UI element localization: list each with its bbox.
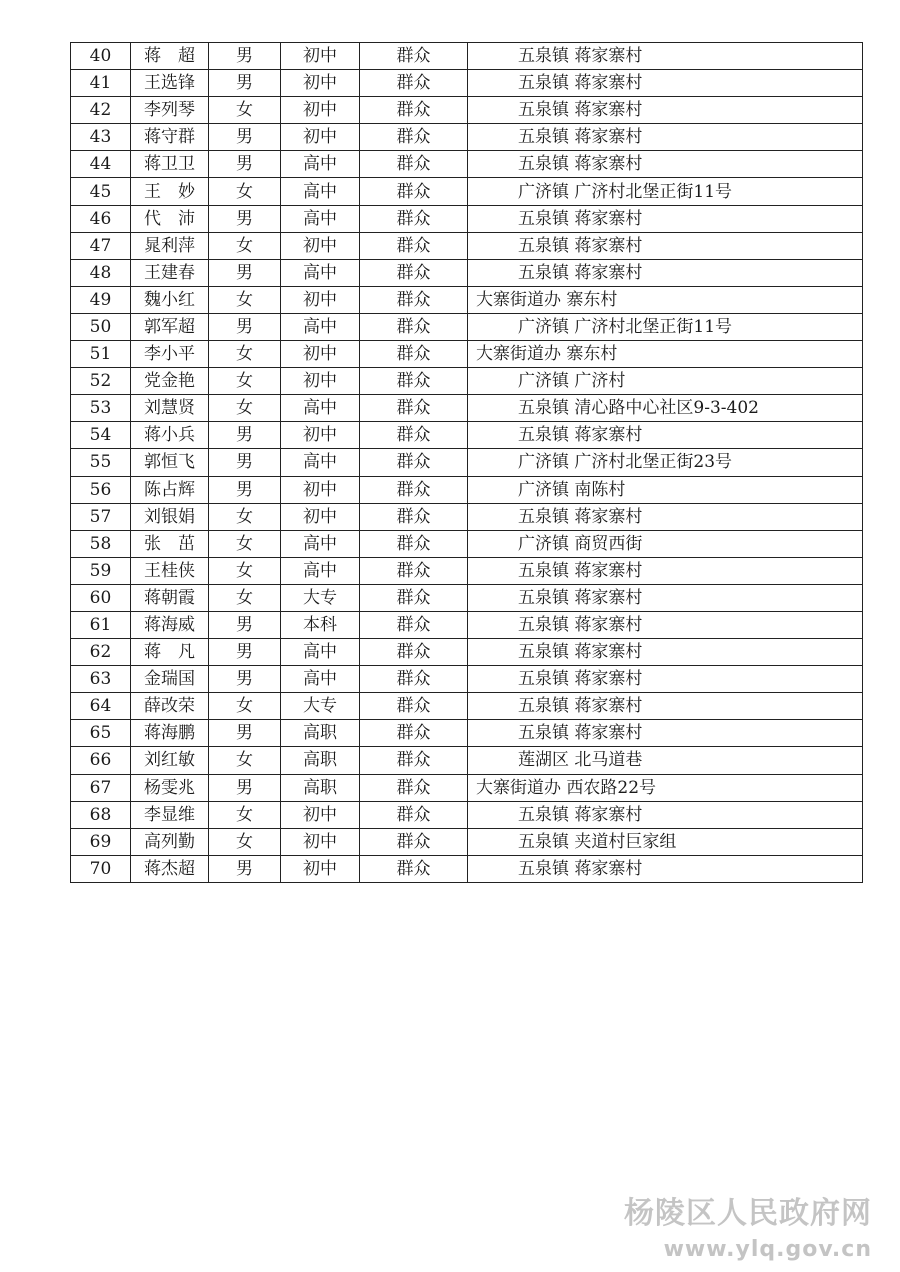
cell-political-status: 群众 bbox=[360, 341, 468, 368]
cell-address bbox=[468, 70, 863, 97]
cell-education: 高中 bbox=[281, 313, 360, 340]
cell-name: 代 沛 bbox=[131, 205, 209, 232]
cell-education: 高中 bbox=[281, 151, 360, 178]
cell-political-status: 群众 bbox=[360, 639, 468, 666]
cell-gender: 女 bbox=[209, 530, 281, 557]
cell-political-status: 群众 bbox=[360, 801, 468, 828]
table-row bbox=[71, 720, 863, 747]
cell-address bbox=[468, 313, 863, 340]
member-list-table bbox=[70, 42, 863, 883]
table-row bbox=[71, 449, 863, 476]
address-text: 五泉镇 蒋家寨村 bbox=[518, 642, 643, 663]
address-text: 广济镇 南陈村 bbox=[518, 479, 626, 500]
site-watermark bbox=[624, 1196, 872, 1264]
address-text: 五泉镇 蒋家寨村 bbox=[518, 804, 643, 825]
cell-address bbox=[468, 611, 863, 638]
cell-education: 初中 bbox=[281, 503, 360, 530]
cell-gender: 男 bbox=[209, 205, 281, 232]
cell-gender: 男 bbox=[209, 70, 281, 97]
table-row bbox=[71, 97, 863, 124]
cell-name: 蒋杰超 bbox=[131, 855, 209, 882]
address-text: 五泉镇 蒋家寨村 bbox=[518, 100, 643, 121]
cell-gender: 男 bbox=[209, 476, 281, 503]
table-row bbox=[71, 313, 863, 340]
cell-name: 王建春 bbox=[131, 259, 209, 286]
cell-name: 杨雯兆 bbox=[131, 774, 209, 801]
address-text: 广济镇 广济村北堡正街23号 bbox=[518, 452, 733, 473]
address-text: 五泉镇 蒋家寨村 bbox=[518, 858, 643, 879]
cell-gender: 男 bbox=[209, 449, 281, 476]
table-row bbox=[71, 43, 863, 70]
table-row bbox=[71, 232, 863, 259]
cell-education: 高中 bbox=[281, 205, 360, 232]
cell-gender: 男 bbox=[209, 720, 281, 747]
cell-political-status: 群众 bbox=[360, 70, 468, 97]
cell-gender: 女 bbox=[209, 693, 281, 720]
cell-education: 初中 bbox=[281, 70, 360, 97]
cell-name: 晁利萍 bbox=[131, 232, 209, 259]
table-row bbox=[71, 286, 863, 313]
cell-education: 初中 bbox=[281, 422, 360, 449]
cell-political-status: 群众 bbox=[360, 828, 468, 855]
cell-political-status: 群众 bbox=[360, 205, 468, 232]
cell-political-status: 群众 bbox=[360, 557, 468, 584]
cell-number: 60 bbox=[71, 584, 131, 611]
table-row bbox=[71, 503, 863, 530]
cell-address bbox=[468, 639, 863, 666]
cell-number: 58 bbox=[71, 530, 131, 557]
cell-name: 张 茁 bbox=[131, 530, 209, 557]
table-row bbox=[71, 259, 863, 286]
address-text: 莲湖区 北马道巷 bbox=[518, 750, 643, 771]
cell-education: 初中 bbox=[281, 97, 360, 124]
cell-political-status: 群众 bbox=[360, 476, 468, 503]
cell-address bbox=[468, 341, 863, 368]
cell-gender: 男 bbox=[209, 639, 281, 666]
cell-number: 70 bbox=[71, 855, 131, 882]
cell-gender: 女 bbox=[209, 341, 281, 368]
table-row bbox=[71, 693, 863, 720]
address-text: 大寨街道办 寨东村 bbox=[476, 289, 618, 310]
address-text: 五泉镇 蒋家寨村 bbox=[518, 560, 643, 581]
cell-education: 初中 bbox=[281, 855, 360, 882]
watermark-url: www.ylq.gov.cn bbox=[663, 1237, 872, 1262]
cell-political-status: 群众 bbox=[360, 666, 468, 693]
cell-address bbox=[468, 178, 863, 205]
cell-gender: 男 bbox=[209, 259, 281, 286]
cell-address bbox=[468, 422, 863, 449]
table-row bbox=[71, 70, 863, 97]
cell-number: 57 bbox=[71, 503, 131, 530]
cell-name: 王桂侠 bbox=[131, 557, 209, 584]
cell-political-status: 群众 bbox=[360, 178, 468, 205]
cell-number: 54 bbox=[71, 422, 131, 449]
cell-education: 本科 bbox=[281, 611, 360, 638]
cell-address bbox=[468, 205, 863, 232]
cell-gender: 男 bbox=[209, 151, 281, 178]
cell-name: 刘银娟 bbox=[131, 503, 209, 530]
table-row bbox=[71, 639, 863, 666]
cell-gender: 女 bbox=[209, 801, 281, 828]
table-row bbox=[71, 584, 863, 611]
cell-number: 64 bbox=[71, 693, 131, 720]
cell-education: 初中 bbox=[281, 368, 360, 395]
cell-political-status: 群众 bbox=[360, 503, 468, 530]
cell-gender: 男 bbox=[209, 855, 281, 882]
address-text: 五泉镇 蒋家寨村 bbox=[518, 425, 643, 446]
cell-address bbox=[468, 666, 863, 693]
cell-education: 大专 bbox=[281, 584, 360, 611]
cell-address bbox=[468, 124, 863, 151]
cell-political-status: 群众 bbox=[360, 422, 468, 449]
cell-political-status: 群众 bbox=[360, 368, 468, 395]
table-row bbox=[71, 368, 863, 395]
cell-number: 59 bbox=[71, 557, 131, 584]
cell-name: 薛改荣 bbox=[131, 693, 209, 720]
cell-name: 王选锋 bbox=[131, 70, 209, 97]
cell-number: 63 bbox=[71, 666, 131, 693]
address-text: 五泉镇 蒋家寨村 bbox=[518, 669, 643, 690]
cell-political-status: 群众 bbox=[360, 584, 468, 611]
cell-education: 高中 bbox=[281, 666, 360, 693]
cell-education: 初中 bbox=[281, 476, 360, 503]
address-text: 广济镇 广济村北堡正街11号 bbox=[518, 181, 733, 202]
cell-number: 69 bbox=[71, 828, 131, 855]
address-text: 五泉镇 蒋家寨村 bbox=[518, 587, 643, 608]
cell-political-status: 群众 bbox=[360, 97, 468, 124]
address-text: 五泉镇 蒋家寨村 bbox=[518, 208, 643, 229]
cell-education: 初中 bbox=[281, 286, 360, 313]
cell-address bbox=[468, 828, 863, 855]
cell-address bbox=[468, 503, 863, 530]
cell-education: 高职 bbox=[281, 747, 360, 774]
cell-education: 初中 bbox=[281, 43, 360, 70]
address-text: 广济镇 商贸西街 bbox=[518, 533, 643, 554]
table-row bbox=[71, 476, 863, 503]
cell-address bbox=[468, 693, 863, 720]
address-text: 五泉镇 夹道村巨家组 bbox=[518, 831, 677, 852]
cell-political-status: 群众 bbox=[360, 747, 468, 774]
cell-gender: 女 bbox=[209, 286, 281, 313]
cell-number: 45 bbox=[71, 178, 131, 205]
cell-political-status: 群众 bbox=[360, 232, 468, 259]
cell-political-status: 群众 bbox=[360, 313, 468, 340]
cell-number: 50 bbox=[71, 313, 131, 340]
cell-address bbox=[468, 232, 863, 259]
table-row bbox=[71, 828, 863, 855]
cell-address bbox=[468, 584, 863, 611]
cell-political-status: 群众 bbox=[360, 720, 468, 747]
cell-gender: 男 bbox=[209, 313, 281, 340]
cell-political-status: 群众 bbox=[360, 395, 468, 422]
cell-gender: 男 bbox=[209, 43, 281, 70]
cell-education: 高中 bbox=[281, 259, 360, 286]
cell-name: 蒋 超 bbox=[131, 43, 209, 70]
cell-name: 魏小红 bbox=[131, 286, 209, 313]
table-row bbox=[71, 666, 863, 693]
cell-number: 68 bbox=[71, 801, 131, 828]
cell-political-status: 群众 bbox=[360, 693, 468, 720]
cell-number: 53 bbox=[71, 395, 131, 422]
cell-political-status: 群众 bbox=[360, 259, 468, 286]
table-row bbox=[71, 205, 863, 232]
address-text: 五泉镇 蒋家寨村 bbox=[518, 506, 643, 527]
cell-name: 蒋朝霞 bbox=[131, 584, 209, 611]
cell-name: 党金艳 bbox=[131, 368, 209, 395]
cell-address bbox=[468, 286, 863, 313]
cell-number: 61 bbox=[71, 611, 131, 638]
cell-political-status: 群众 bbox=[360, 611, 468, 638]
cell-name: 蒋小兵 bbox=[131, 422, 209, 449]
address-text: 广济镇 广济村 bbox=[518, 371, 626, 392]
table-row bbox=[71, 178, 863, 205]
cell-name: 李显维 bbox=[131, 801, 209, 828]
cell-gender: 女 bbox=[209, 557, 281, 584]
cell-education: 初中 bbox=[281, 801, 360, 828]
cell-gender: 女 bbox=[209, 584, 281, 611]
cell-political-status: 群众 bbox=[360, 124, 468, 151]
cell-political-status: 群众 bbox=[360, 530, 468, 557]
cell-number: 49 bbox=[71, 286, 131, 313]
table-row bbox=[71, 395, 863, 422]
cell-name: 郭军超 bbox=[131, 313, 209, 340]
cell-education: 高中 bbox=[281, 557, 360, 584]
cell-name: 李小平 bbox=[131, 341, 209, 368]
cell-political-status: 群众 bbox=[360, 449, 468, 476]
table-row bbox=[71, 611, 863, 638]
cell-name: 李列琴 bbox=[131, 97, 209, 124]
cell-gender: 女 bbox=[209, 503, 281, 530]
cell-education: 高中 bbox=[281, 178, 360, 205]
cell-education: 高中 bbox=[281, 395, 360, 422]
cell-education: 高中 bbox=[281, 639, 360, 666]
address-text: 五泉镇 蒋家寨村 bbox=[518, 46, 643, 67]
cell-gender: 女 bbox=[209, 368, 281, 395]
table-row bbox=[71, 557, 863, 584]
address-text: 五泉镇 蒋家寨村 bbox=[518, 615, 643, 636]
table-row bbox=[71, 124, 863, 151]
cell-address bbox=[468, 395, 863, 422]
cell-address bbox=[468, 801, 863, 828]
cell-name: 蒋海鹏 bbox=[131, 720, 209, 747]
cell-gender: 女 bbox=[209, 178, 281, 205]
cell-address bbox=[468, 476, 863, 503]
cell-name: 王 妙 bbox=[131, 178, 209, 205]
cell-name: 蒋 凡 bbox=[131, 639, 209, 666]
cell-name: 高列勤 bbox=[131, 828, 209, 855]
cell-name: 蒋卫卫 bbox=[131, 151, 209, 178]
cell-number: 47 bbox=[71, 232, 131, 259]
table-row bbox=[71, 151, 863, 178]
cell-education: 初中 bbox=[281, 124, 360, 151]
cell-number: 51 bbox=[71, 341, 131, 368]
cell-name: 刘红敏 bbox=[131, 747, 209, 774]
cell-number: 52 bbox=[71, 368, 131, 395]
watermark-site-name: 杨陵区人民政府网 bbox=[624, 1196, 872, 1231]
cell-political-status: 群众 bbox=[360, 151, 468, 178]
cell-number: 62 bbox=[71, 639, 131, 666]
address-text: 五泉镇 蒋家寨村 bbox=[518, 73, 643, 94]
cell-gender: 男 bbox=[209, 666, 281, 693]
cell-address bbox=[468, 43, 863, 70]
cell-gender: 女 bbox=[209, 232, 281, 259]
address-text: 五泉镇 蒋家寨村 bbox=[518, 696, 643, 717]
cell-name: 陈占辉 bbox=[131, 476, 209, 503]
address-text: 五泉镇 蒋家寨村 bbox=[518, 235, 643, 256]
cell-number: 55 bbox=[71, 449, 131, 476]
table-row bbox=[71, 422, 863, 449]
cell-gender: 女 bbox=[209, 97, 281, 124]
cell-education: 高中 bbox=[281, 449, 360, 476]
address-text: 五泉镇 蒋家寨村 bbox=[518, 154, 643, 175]
cell-address bbox=[468, 151, 863, 178]
cell-education: 高职 bbox=[281, 720, 360, 747]
cell-name: 蒋海威 bbox=[131, 611, 209, 638]
table-row bbox=[71, 341, 863, 368]
cell-political-status: 群众 bbox=[360, 855, 468, 882]
cell-address bbox=[468, 530, 863, 557]
cell-number: 65 bbox=[71, 720, 131, 747]
cell-address bbox=[468, 855, 863, 882]
cell-gender: 男 bbox=[209, 611, 281, 638]
cell-address bbox=[468, 368, 863, 395]
cell-address bbox=[468, 449, 863, 476]
cell-number: 44 bbox=[71, 151, 131, 178]
cell-number: 46 bbox=[71, 205, 131, 232]
cell-number: 67 bbox=[71, 774, 131, 801]
member-list-body bbox=[71, 43, 863, 883]
cell-political-status: 群众 bbox=[360, 43, 468, 70]
table-row bbox=[71, 530, 863, 557]
cell-number: 40 bbox=[71, 43, 131, 70]
address-text: 广济镇 广济村北堡正街11号 bbox=[518, 316, 733, 337]
cell-number: 56 bbox=[71, 476, 131, 503]
cell-number: 66 bbox=[71, 747, 131, 774]
cell-gender: 女 bbox=[209, 828, 281, 855]
cell-education: 初中 bbox=[281, 828, 360, 855]
address-text: 五泉镇 清心路中心社区9-3-402 bbox=[518, 398, 759, 419]
cell-gender: 女 bbox=[209, 747, 281, 774]
table-row bbox=[71, 801, 863, 828]
address-text: 五泉镇 蒋家寨村 bbox=[518, 262, 643, 283]
cell-education: 大专 bbox=[281, 693, 360, 720]
cell-education: 高职 bbox=[281, 774, 360, 801]
cell-number: 41 bbox=[71, 70, 131, 97]
cell-address bbox=[468, 259, 863, 286]
cell-gender: 女 bbox=[209, 395, 281, 422]
cell-education: 高中 bbox=[281, 530, 360, 557]
cell-education: 初中 bbox=[281, 232, 360, 259]
table-row bbox=[71, 855, 863, 882]
cell-address bbox=[468, 557, 863, 584]
cell-name: 蒋守群 bbox=[131, 124, 209, 151]
cell-name: 金瑞国 bbox=[131, 666, 209, 693]
cell-political-status: 群众 bbox=[360, 774, 468, 801]
address-text: 五泉镇 蒋家寨村 bbox=[518, 127, 643, 148]
cell-number: 48 bbox=[71, 259, 131, 286]
cell-gender: 男 bbox=[209, 422, 281, 449]
address-text: 五泉镇 蒋家寨村 bbox=[518, 723, 643, 744]
cell-education: 初中 bbox=[281, 341, 360, 368]
table-row bbox=[71, 774, 863, 801]
cell-political-status: 群众 bbox=[360, 286, 468, 313]
cell-name: 刘慧贤 bbox=[131, 395, 209, 422]
cell-address bbox=[468, 774, 863, 801]
cell-address bbox=[468, 97, 863, 124]
cell-address bbox=[468, 720, 863, 747]
cell-address bbox=[468, 747, 863, 774]
cell-gender: 男 bbox=[209, 124, 281, 151]
address-text: 大寨街道办 西农路22号 bbox=[476, 777, 657, 798]
cell-name: 郭恒飞 bbox=[131, 449, 209, 476]
cell-number: 42 bbox=[71, 97, 131, 124]
table-row bbox=[71, 747, 863, 774]
cell-number: 43 bbox=[71, 124, 131, 151]
address-text: 大寨街道办 寨东村 bbox=[476, 344, 618, 365]
cell-gender: 男 bbox=[209, 774, 281, 801]
